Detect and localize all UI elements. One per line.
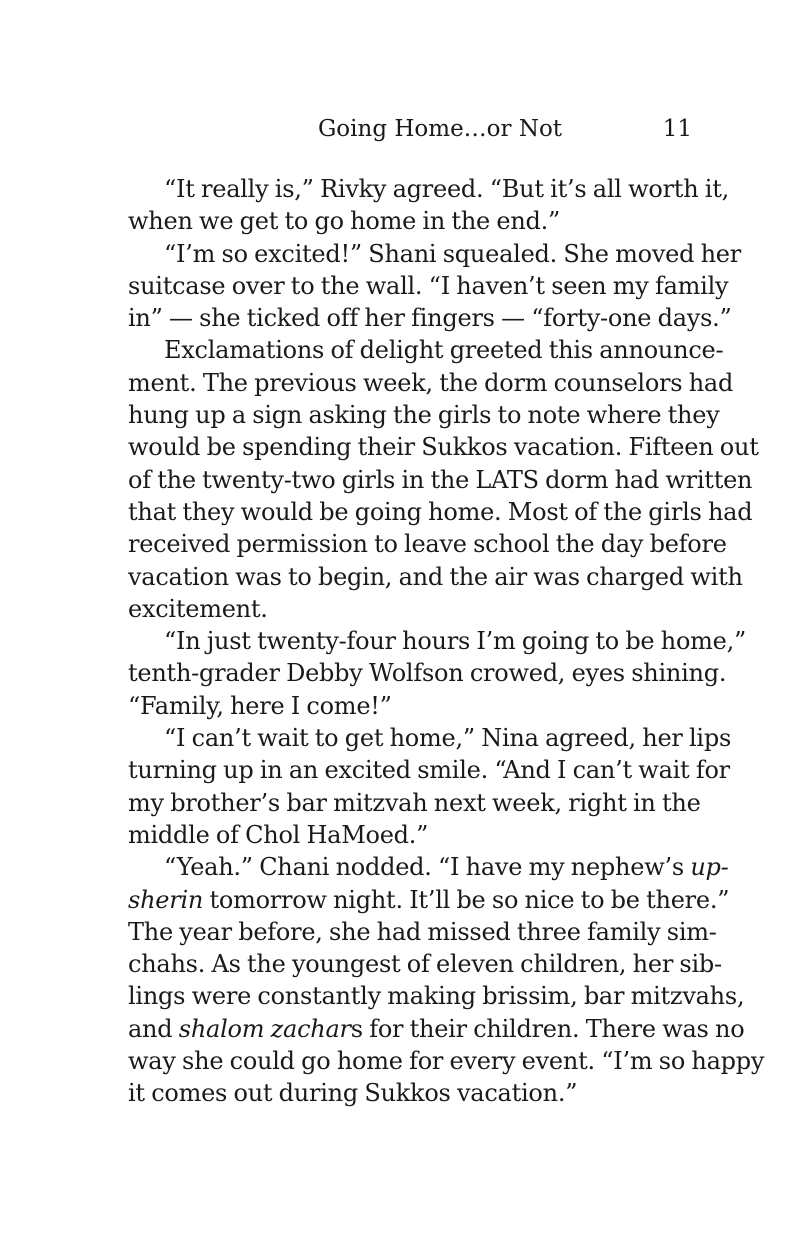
- text-line: [128, 787, 701, 819]
- text-run: chahs. As the youngest of eleven children, her sib-: [128, 950, 722, 979]
- text-line: [128, 916, 717, 948]
- paragraph: [128, 173, 729, 238]
- text-line: [128, 884, 730, 916]
- text-run: ment. The previous week, the dorm counselors had: [128, 368, 734, 397]
- text-run: would be spending their Sukkos vacation. Fifteen out: [128, 433, 759, 462]
- text-run: turning up in an excited smile. “And I can’t wait for: [128, 756, 730, 785]
- italic-text: sherin: [128, 885, 204, 914]
- text-line: [128, 948, 722, 980]
- body-text: [128, 173, 765, 1110]
- text-line: [128, 238, 741, 270]
- running-head: Going Home…or Not: [317, 116, 563, 142]
- text-run: “I can’t wait to get home,” Nina agreed, her lips: [164, 724, 732, 753]
- text-line: [128, 464, 753, 496]
- paragraph: [128, 238, 741, 335]
- italic-text: up-: [690, 853, 729, 882]
- paragraph: [128, 851, 765, 1109]
- text-line: [128, 690, 692, 722]
- text-run: received permission to leave school the day before: [128, 530, 727, 559]
- text-run: and: [128, 1014, 179, 1043]
- paragraph: [128, 722, 732, 851]
- text-line: [128, 173, 729, 205]
- text-run: Exclamations of delight greeted this announce-: [164, 336, 724, 365]
- text-run: “Family, here I come!”: [128, 691, 392, 720]
- text-line: [128, 980, 745, 1012]
- text-line: [128, 431, 759, 463]
- paragraph: [128, 334, 759, 625]
- text-line: [128, 819, 692, 851]
- text-line: [128, 1077, 692, 1109]
- text-line: [128, 496, 753, 528]
- text-line: [128, 270, 729, 302]
- text-run: middle of Chol HaMoed.”: [128, 820, 429, 849]
- text-run: tenth-grader Debby Wolfson crowed, eyes shining.: [128, 659, 727, 688]
- page-number: 11: [662, 116, 692, 142]
- text-run: tomorrow night. It’ll be so nice to be there.”: [203, 885, 730, 914]
- text-run: “Yeah.” Chani nodded. “I have my nephew’s: [164, 853, 691, 882]
- text-line: [128, 851, 729, 883]
- text-run: of the twenty-two girls in the LATS dorm had written: [128, 465, 753, 494]
- text-line: [128, 528, 727, 560]
- paragraph: [128, 625, 747, 722]
- text-run: excitement.: [128, 594, 268, 623]
- text-run: suitcase over to the wall. “I haven’t seen my family: [128, 271, 729, 300]
- text-line: [128, 625, 747, 657]
- text-run: my brother’s bar mitzvah next week, right in the: [128, 788, 701, 817]
- text-line: [128, 754, 730, 786]
- text-run: lings were constantly making brissim, bar mitzvahs,: [128, 982, 745, 1011]
- text-line: [128, 593, 692, 625]
- text-line: [128, 334, 724, 366]
- text-run: hung up a sign asking the girls to note where they: [128, 401, 720, 430]
- text-line: [128, 302, 732, 334]
- text-run: vacation was to begin, and the air was charged with: [128, 562, 743, 591]
- text-run: it comes out during Sukkos vacation.”: [128, 1079, 578, 1108]
- text-run: “I’m so excited!” Shani squealed. She moved her: [164, 239, 741, 268]
- text-run: when we get to go home in the end.”: [128, 207, 561, 236]
- italic-text: shalom zachar: [178, 1014, 351, 1043]
- text-line: [128, 657, 727, 689]
- text-run: The year before, she had missed three family sim-: [128, 917, 717, 946]
- text-line: [128, 367, 734, 399]
- text-line: [128, 399, 720, 431]
- text-line: [128, 1045, 765, 1077]
- page-header: [128, 112, 692, 146]
- text-line: [128, 722, 732, 754]
- text-run: way she could go home for every event. “I’m so happy: [128, 1047, 765, 1076]
- text-run: that they would be going home. Most of the girls had: [128, 497, 753, 526]
- text-run: in” — she ticked off her fingers — “forty-one days.”: [128, 304, 732, 333]
- text-run: “It really is,” Rivky agreed. “But it’s all worth it,: [164, 175, 729, 203]
- text-line: [128, 205, 692, 237]
- text-run: s for their children. There was no: [350, 1014, 745, 1043]
- text-line: [128, 1013, 745, 1045]
- text-line: [128, 561, 743, 593]
- text-run: “In just twenty-four hours I’m going to be home,”: [164, 627, 747, 656]
